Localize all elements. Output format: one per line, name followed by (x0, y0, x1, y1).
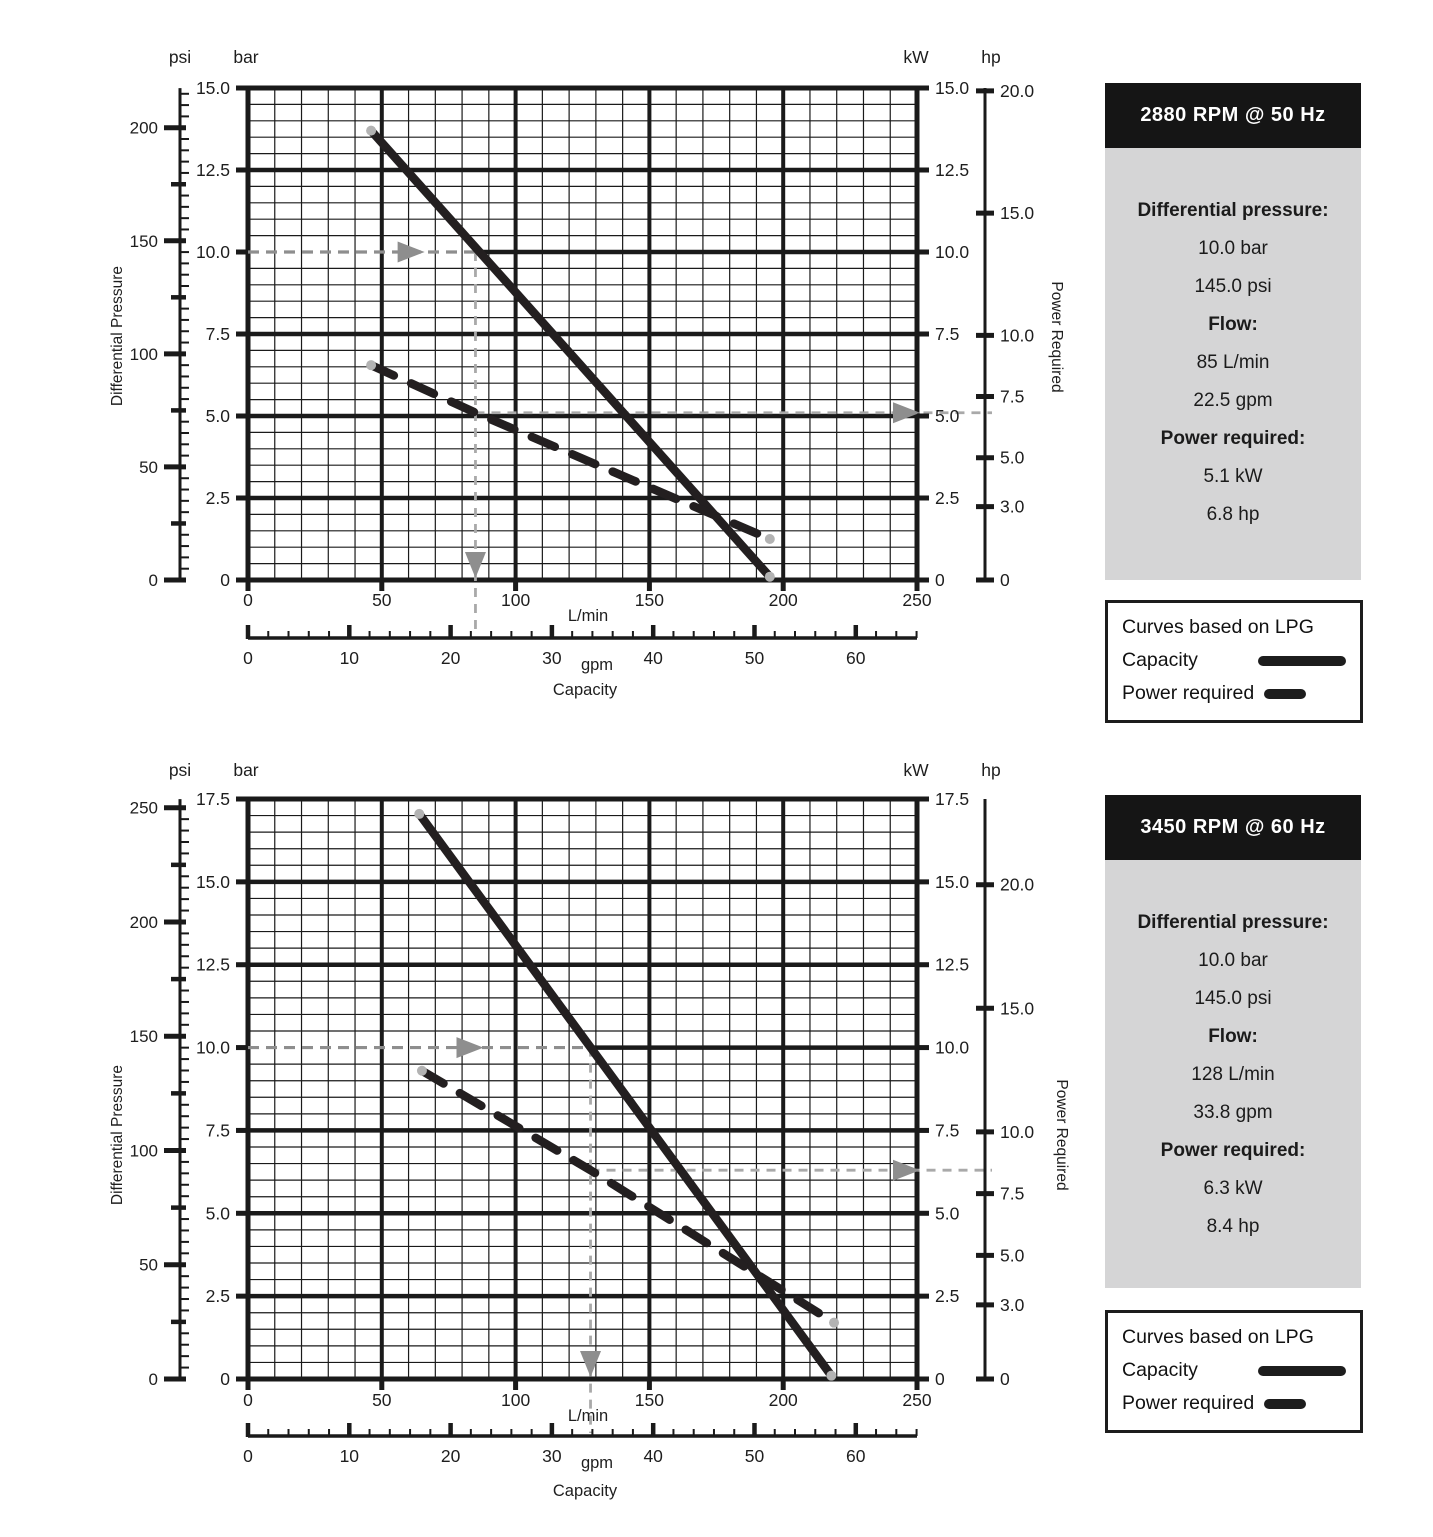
svg-text:7.5: 7.5 (935, 324, 960, 344)
info-row: 10.0 bar (1198, 238, 1268, 259)
info-row: Differential pressure: (1137, 912, 1329, 933)
svg-text:10.0: 10.0 (1000, 1121, 1035, 1142)
svg-text:15.0: 15.0 (195, 871, 230, 892)
svg-text:gpm: gpm (580, 1454, 614, 1472)
info-box-60hz (1105, 795, 1361, 1288)
legend-item-power (1122, 1387, 1346, 1420)
svg-text:7.5: 7.5 (1000, 386, 1025, 407)
legend-title: Curves based on LPG (1122, 616, 1314, 638)
svg-text:0: 0 (935, 570, 945, 590)
svg-text:12.5: 12.5 (935, 954, 970, 975)
svg-text:0: 0 (243, 1390, 253, 1410)
svg-text:12.5: 12.5 (195, 954, 230, 975)
svg-text:100: 100 (500, 1390, 531, 1410)
svg-text:kW: kW (903, 760, 929, 780)
svg-text:250: 250 (902, 590, 932, 610)
svg-text:20.0: 20.0 (1000, 80, 1035, 101)
svg-text:Power Required: Power Required (1053, 1079, 1070, 1191)
svg-text:150: 150 (129, 1027, 158, 1047)
svg-text:200: 200 (129, 912, 158, 932)
info-row: 145.0 psi (1194, 988, 1272, 1009)
legend-item-capacity (1122, 1354, 1346, 1387)
svg-text:250: 250 (902, 1390, 932, 1410)
svg-text:Power Required: Power Required (1048, 281, 1065, 393)
pressure-guide-arrow-icon (456, 1037, 483, 1058)
info-box-body (1105, 860, 1361, 1288)
svg-text:12.5: 12.5 (195, 160, 230, 180)
svg-text:50: 50 (744, 648, 765, 668)
info-row: Power required: (1160, 1140, 1306, 1161)
flow-guide-arrow-icon (580, 1351, 601, 1377)
svg-text:10.0: 10.0 (195, 242, 230, 262)
svg-text:60: 60 (846, 648, 866, 668)
svg-text:40: 40 (643, 1446, 663, 1466)
info-row: 8.4 hp (1206, 1216, 1260, 1237)
svg-text:50: 50 (744, 1446, 765, 1466)
svg-text:50: 50 (139, 457, 158, 477)
info-row: Power required: (1160, 428, 1306, 449)
info-row: 85 L/min (1196, 352, 1270, 373)
svg-text:30: 30 (542, 648, 562, 668)
curve-endpoint-dot (765, 534, 775, 544)
svg-text:250: 250 (129, 798, 158, 818)
info-row: 6.3 kW (1203, 1178, 1263, 1199)
curve-endpoint-dot (765, 572, 775, 582)
svg-text:7.5: 7.5 (935, 1120, 960, 1141)
svg-text:Capacity: Capacity (552, 1482, 618, 1500)
info-row: Flow: (1208, 314, 1258, 335)
svg-text:0: 0 (935, 1369, 945, 1389)
legend-item-label: Capacity (1122, 1359, 1198, 1381)
svg-text:Capacity: Capacity (552, 681, 618, 699)
svg-text:3.0: 3.0 (1000, 496, 1025, 517)
svg-text:15.0: 15.0 (195, 78, 230, 98)
svg-text:150: 150 (129, 231, 158, 251)
flow-guide-arrow-icon (465, 552, 486, 578)
legend-item-power (1122, 677, 1346, 710)
capacity-line-icon (1258, 1366, 1346, 1376)
svg-text:hp: hp (981, 760, 1001, 780)
svg-text:200: 200 (129, 118, 158, 138)
svg-text:50: 50 (139, 1255, 158, 1275)
pump-curve-chart-50hz (0, 0, 1080, 730)
svg-text:7.5: 7.5 (205, 324, 230, 344)
grid (248, 88, 917, 580)
svg-text:20.0: 20.0 (1000, 874, 1035, 895)
svg-text:15.0: 15.0 (935, 871, 970, 892)
svg-text:15.0: 15.0 (1000, 998, 1035, 1019)
legend-box-50hz (1105, 600, 1363, 723)
svg-text:0: 0 (148, 571, 158, 590)
capacity-line-icon (1258, 656, 1346, 666)
svg-text:gpm: gpm (580, 656, 614, 674)
curve-endpoint-dot (366, 126, 376, 136)
info-box-50hz (1105, 83, 1361, 580)
svg-text:bar: bar (233, 47, 259, 67)
legend-item-label: Power required (1122, 682, 1255, 704)
svg-text:10.0: 10.0 (935, 242, 970, 262)
svg-text:5.0: 5.0 (1000, 1245, 1025, 1266)
info-row: 33.8 gpm (1193, 1102, 1273, 1123)
info-row: 145.0 psi (1194, 276, 1272, 297)
svg-text:20: 20 (440, 1446, 461, 1466)
svg-text:10: 10 (339, 1446, 360, 1466)
svg-text:150: 150 (634, 1390, 665, 1410)
svg-text:50: 50 (372, 1390, 392, 1410)
svg-text:10.0: 10.0 (195, 1037, 230, 1058)
info-row: 6.8 hp (1206, 504, 1260, 525)
info-row: Flow: (1208, 1026, 1258, 1047)
svg-text:2.5: 2.5 (935, 488, 960, 508)
svg-text:0: 0 (148, 1370, 158, 1389)
curve-endpoint-dot (366, 360, 376, 370)
svg-text:2.5: 2.5 (205, 1286, 230, 1307)
svg-text:0: 0 (220, 1369, 230, 1389)
svg-text:0: 0 (243, 1446, 253, 1466)
svg-text:2.5: 2.5 (205, 488, 230, 508)
info-row: 5.1 kW (1203, 466, 1263, 487)
svg-text:150: 150 (634, 590, 665, 610)
svg-text:5.0: 5.0 (1000, 447, 1025, 468)
svg-text:15.0: 15.0 (1000, 203, 1035, 224)
power-line-icon (1264, 689, 1306, 699)
svg-text:7.5: 7.5 (1000, 1183, 1025, 1204)
svg-text:12.5: 12.5 (935, 160, 970, 180)
svg-text:hp: hp (981, 47, 1001, 67)
info-row: 128 L/min (1191, 1064, 1275, 1085)
svg-text:psi: psi (168, 47, 192, 67)
svg-text:L/min: L/min (567, 607, 609, 625)
svg-text:Differential Pressure: Differential Pressure (109, 1064, 126, 1206)
svg-text:17.5: 17.5 (195, 789, 230, 809)
svg-text:bar: bar (233, 760, 259, 780)
operating-point-guides (248, 1037, 992, 1433)
svg-text:10.0: 10.0 (1000, 325, 1035, 346)
info-box-body (1105, 148, 1361, 580)
svg-text:200: 200 (768, 590, 798, 610)
svg-text:15.0: 15.0 (935, 78, 970, 98)
svg-text:5.0: 5.0 (935, 406, 960, 426)
svg-text:7.5: 7.5 (205, 1120, 230, 1141)
svg-text:psi: psi (168, 760, 192, 780)
grid (248, 799, 917, 1379)
svg-text:30: 30 (542, 1446, 562, 1466)
curve-endpoint-dot (414, 809, 424, 819)
info-row: 10.0 bar (1198, 950, 1268, 971)
curve-endpoint-dot (829, 1318, 839, 1328)
power-required-curve (366, 360, 775, 544)
info-box-title: 3450 RPM @ 60 Hz (1105, 795, 1361, 860)
svg-text:Differential Pressure: Differential Pressure (109, 265, 126, 407)
svg-text:5.0: 5.0 (205, 406, 230, 426)
svg-text:200: 200 (768, 1390, 798, 1410)
svg-text:L/min: L/min (567, 1407, 609, 1425)
svg-text:0: 0 (1000, 1369, 1010, 1389)
axes (130, 789, 1035, 1466)
legend-item-capacity (1122, 644, 1346, 677)
info-box-title: 2880 RPM @ 50 Hz (1105, 83, 1361, 148)
svg-text:0: 0 (220, 570, 230, 590)
svg-text:10: 10 (339, 648, 360, 668)
pump-curve-chart-60hz (0, 730, 1080, 1537)
svg-text:100: 100 (129, 344, 158, 364)
svg-text:40: 40 (643, 648, 663, 668)
info-row: Differential pressure: (1137, 200, 1329, 221)
svg-text:60: 60 (846, 1446, 866, 1466)
legend-item-label: Power required (1122, 1392, 1255, 1414)
curve-endpoint-dot (417, 1066, 427, 1076)
svg-text:100: 100 (129, 1141, 158, 1161)
svg-text:20: 20 (440, 648, 461, 668)
pressure-guide-arrow-icon (398, 242, 425, 263)
operating-point-guides (248, 242, 992, 636)
curve-endpoint-dot (826, 1371, 836, 1381)
svg-text:17.5: 17.5 (935, 789, 970, 809)
svg-text:100: 100 (500, 590, 531, 610)
svg-text:2.5: 2.5 (935, 1286, 960, 1307)
legend-item-label: Capacity (1122, 649, 1198, 671)
svg-text:5.0: 5.0 (935, 1203, 960, 1224)
svg-text:0: 0 (243, 648, 253, 668)
power-line-icon (1264, 1399, 1306, 1409)
svg-text:10.0: 10.0 (935, 1037, 970, 1058)
legend-title: Curves based on LPG (1122, 1326, 1314, 1348)
legend-box-60hz (1105, 1310, 1363, 1433)
svg-text:50: 50 (372, 590, 392, 610)
svg-text:3.0: 3.0 (1000, 1294, 1025, 1315)
svg-text:kW: kW (903, 47, 929, 67)
svg-text:5.0: 5.0 (205, 1203, 230, 1224)
svg-text:0: 0 (243, 590, 253, 610)
svg-text:0: 0 (1000, 570, 1010, 590)
info-row: 22.5 gpm (1193, 390, 1273, 411)
